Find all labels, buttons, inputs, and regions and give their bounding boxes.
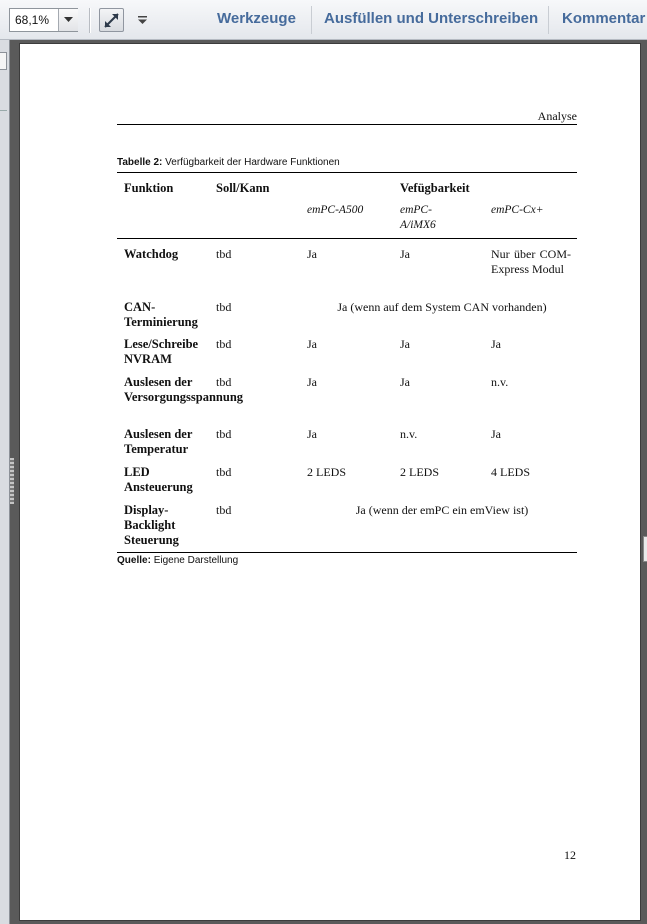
row-function: Display-Backlight Steuerung [124, 503, 179, 547]
running-head: Analyse [537, 109, 577, 123]
row-target: tbd [216, 337, 232, 351]
header-model-imx6: emPC-A/iMX6 [400, 204, 436, 231]
right-pane-edge [640, 40, 647, 924]
row-cx: Ja [491, 337, 501, 351]
row-imx6: Ja [400, 375, 410, 389]
right-pane-toggle[interactable] [643, 536, 647, 562]
zoom-input[interactable] [10, 9, 56, 31]
comment-link[interactable]: Kommentar [562, 10, 646, 27]
table-bottom-rule [117, 552, 577, 553]
row-function: Watchdog [124, 247, 179, 261]
chevron-down-icon [64, 17, 73, 23]
row-target: tbd [216, 300, 232, 314]
row-a500: Ja [307, 375, 317, 389]
row-merged-availability: Ja (wenn der emPC ein emView ist) [355, 503, 529, 517]
row-cx: n.v. [491, 375, 509, 389]
row-a500: Ja [307, 337, 317, 351]
pane-resize-handle[interactable] [10, 458, 14, 504]
row-target: tbd [216, 375, 232, 389]
toolbar-more-button[interactable] [136, 12, 148, 28]
row-function: Auslesen der Temperatur [124, 427, 193, 456]
row-cx: Ja [491, 427, 501, 441]
caption-label: Tabelle 2: [117, 157, 163, 168]
nav-separator [548, 6, 549, 34]
zoom-control [9, 8, 78, 32]
fit-page-button[interactable] [99, 8, 124, 32]
source-text: Eigene Darstellung [153, 555, 239, 566]
tools-link[interactable]: Werkzeuge [217, 10, 296, 27]
source-label: Quelle: [117, 555, 151, 566]
header-function: Funktion [124, 181, 174, 195]
row-cx: 4 LEDS [491, 465, 530, 479]
header-rule [117, 124, 577, 125]
row-function: Lese/Schreibe NVRAM [124, 337, 199, 366]
table-caption [117, 157, 340, 168]
caption-text: Verfügbarkeit der Hardware Funktionen [165, 157, 340, 168]
row-target: tbd [216, 503, 232, 517]
nav-separator [311, 6, 312, 34]
zoom-dropdown-button[interactable] [58, 9, 78, 31]
row-a500: 2 LEDS [307, 465, 346, 479]
row-function: Auslesen der Versorgungsspannung [124, 375, 244, 404]
header-model-a500: emPC-A500 [307, 204, 364, 216]
fit-page-icon [103, 12, 120, 29]
table-header-rule [117, 238, 577, 239]
more-options-icon [138, 16, 147, 24]
nav-pane-divider [0, 110, 7, 111]
row-imx6: Ja [400, 337, 410, 351]
navigation-pane-edge [0, 40, 10, 924]
row-target: tbd [216, 465, 232, 479]
row-imx6: 2 LEDS [400, 465, 439, 479]
header-availability: Vefügbarkeit [400, 181, 470, 195]
row-function: CAN-Terminierung [124, 300, 198, 329]
row-target: tbd [216, 427, 232, 441]
row-a500: Ja [307, 247, 317, 261]
header-model-cx: emPC-Cx+ [491, 204, 544, 216]
fill-sign-link[interactable]: Ausfüllen und Unterschreiben [324, 10, 539, 27]
row-merged-availability: Ja (wenn auf dem System CAN vorhanden) [337, 300, 547, 314]
header-target: Soll/Kann [216, 181, 270, 195]
page-number: 12 [564, 848, 576, 862]
row-imx6: Ja [400, 247, 410, 261]
table-top-rule [117, 172, 577, 173]
row-a500: Ja [307, 427, 317, 441]
nav-pane-button[interactable] [0, 52, 7, 70]
table-source [117, 555, 238, 566]
row-imx6: n.v. [400, 427, 418, 441]
row-target: tbd [216, 247, 232, 261]
toolbar [0, 0, 647, 40]
row-function: LED Ansteuerung [124, 465, 193, 494]
toolbar-separator [89, 8, 91, 33]
document-page [20, 44, 640, 920]
row-cx: Nur über COM-Express Modul [491, 247, 571, 276]
